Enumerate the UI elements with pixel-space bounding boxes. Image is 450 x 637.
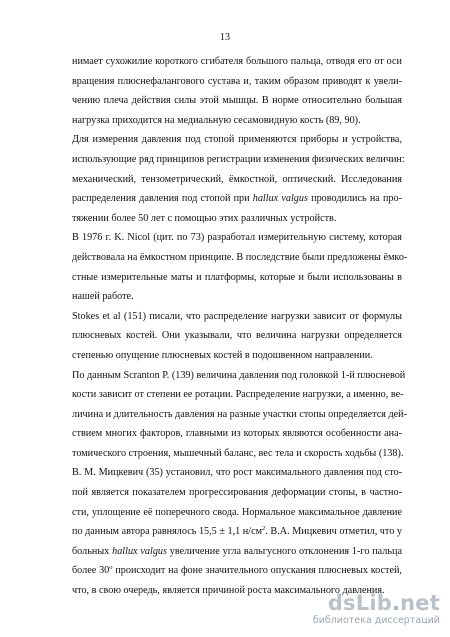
text-line: плюсневых костей. Они указывали, что величина нагрузки определяется xyxy=(72,330,402,342)
text-line xyxy=(72,561,402,581)
text-run: по данным автора равнялось 15,5 ± 1,1 н/см xyxy=(72,526,263,538)
watermark-logo-main: dsLib xyxy=(327,591,392,615)
italic-term: hallux valgus xyxy=(252,193,308,205)
text-line: В. М. Мицкевич (35) установил, что рост максимального давления под сто- xyxy=(72,467,402,479)
text-run: происходит на фоне значительного опускания плюсневых костей, xyxy=(112,565,402,577)
watermark-logo xyxy=(328,591,440,615)
text-line: стные измерительные маты и платформы, которые и были использованы в xyxy=(72,271,402,283)
watermark xyxy=(312,591,440,629)
text-line: По данным Scranton P. (139) величина давления под головкой 1-й плюсневой xyxy=(72,369,406,381)
text-line: пой является показателем прогрессирования деформации стопы, в частно- xyxy=(72,487,402,499)
text-run: распределения давления под стопой при xyxy=(72,193,253,205)
text-line: механический, тензометрический, ёмкостной, оптический. Исследования xyxy=(72,173,402,185)
text-run: . В.А. Мицкевич отметил, что у xyxy=(265,526,402,538)
text-line: личина и длительность давления на разные участки стопы определяется дей- xyxy=(72,408,408,420)
page-number: 13 xyxy=(220,32,230,43)
text-line: нашей работе. xyxy=(72,291,134,303)
superscript: о xyxy=(109,564,113,572)
paragraph xyxy=(72,307,402,366)
text-line: Для измерения давления под стопой применяются приборы и устройства, xyxy=(72,134,402,146)
paragraph xyxy=(72,463,402,600)
document-body xyxy=(72,52,408,601)
text-run: больных xyxy=(72,545,113,557)
paragraph xyxy=(72,52,402,130)
watermark-logo-tail: net xyxy=(400,591,440,615)
text-line: В 1976 г. K. Nicol (цит. по 73) разработал измерительную систему, которая xyxy=(72,232,402,244)
text-line: сти, уплощение её поперечного свода. Нормальное максимальное давление xyxy=(72,506,402,518)
text-line: вращения плюснефалангового сустава и, таким образом приводят к увели- xyxy=(72,75,402,87)
text-line: степенью опущение плюсневых костей в подошвенном направлении. xyxy=(72,349,373,361)
italic-term: hallux valgus xyxy=(112,545,167,557)
text-line xyxy=(72,522,402,542)
text-run: увеличение угла вальгусного отклонения 1-го пальца xyxy=(166,545,402,557)
text-line: использующие ряд принципов регистрации изменения физических величин: xyxy=(72,153,405,165)
text-line: ствием многих факторов, главными из которых являются особенности ана- xyxy=(72,428,402,440)
text-line: нимает сухожилие короткого сгибателя большого пальца, отводя его от оси xyxy=(72,56,402,67)
text-line: Stokes et al (151) писали, что распределение нагрузки зависит от формулы xyxy=(72,310,402,322)
text-line xyxy=(72,189,402,209)
text-line: томического строения, мышечный баланс, вес тела и скорость ходьбы (138). xyxy=(72,447,404,459)
text-run: более 30 xyxy=(72,565,110,577)
text-line: нагрузка приходится на медиальную сесамовидную кость (89, 90). xyxy=(72,114,361,126)
text-line: действовала на ёмкостном принципе. В последствие были предложены ёмко- xyxy=(72,251,408,263)
text-line: кости зависит от степени ее ротации. Распределение нагрузки, а именно, ве- xyxy=(72,389,404,401)
text-line: чению плеча действия силы этой мышцы. В норме относительно большая xyxy=(72,95,402,107)
text-line: тяжении более 50 лет с помощью этих различных устройств. xyxy=(72,212,337,224)
paragraph xyxy=(72,228,408,306)
text-line xyxy=(72,542,402,562)
watermark-subtitle: библиотека диссертаций xyxy=(312,615,440,626)
text-line: что, в свою очередь, является причиной роста максимального давления. xyxy=(72,585,385,597)
paragraph xyxy=(72,366,408,464)
superscript: 2 xyxy=(262,525,266,533)
text-run: проводились на про- xyxy=(307,193,402,205)
paragraph xyxy=(72,130,405,228)
watermark-logo-dot: . xyxy=(391,591,401,615)
